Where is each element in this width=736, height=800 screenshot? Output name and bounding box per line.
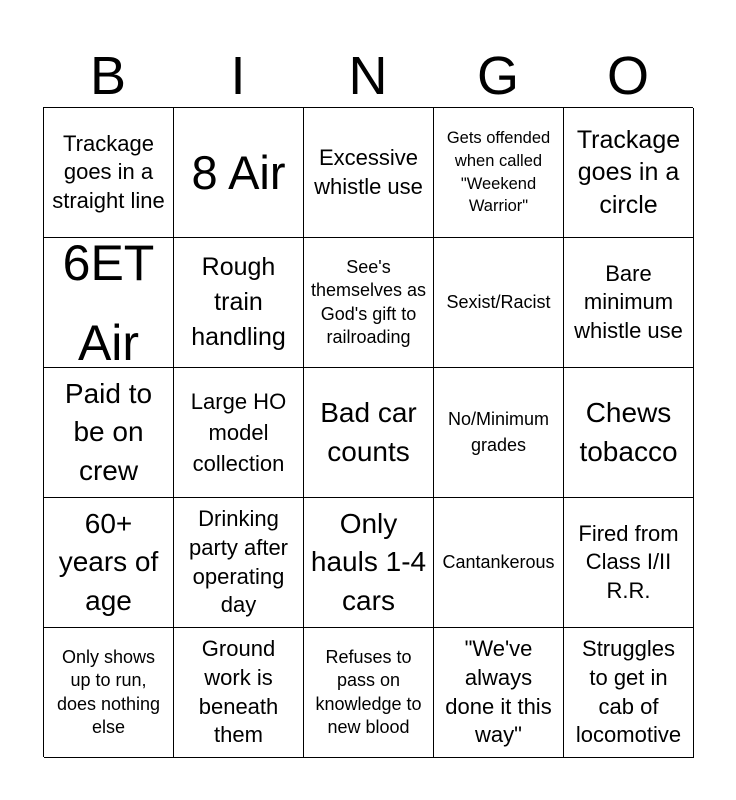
bingo-square[interactable] [564,628,694,758]
square-text: Bad car counts [320,396,417,467]
title-letter-g: G [476,46,519,106]
square-text: Rough train handling [191,253,286,351]
bingo-square[interactable] [434,108,564,238]
title-letter-n: N [348,46,388,106]
square-text: Only hauls 1-4 cars [310,507,427,616]
bingo-square[interactable] [564,498,694,628]
square-text: Drinking party after operating day [188,506,289,618]
bingo-square[interactable] [44,498,174,628]
bingo-square[interactable] [304,108,434,238]
title-letter-b: B [89,46,127,106]
bingo-square[interactable] [434,368,564,498]
bingo-square[interactable] [564,238,694,368]
square-text: Gets offended when called "Weekend Warrior" [446,128,551,216]
square-text: See's themselves as God's gift to railroading [310,257,427,347]
bingo-square[interactable] [174,108,304,238]
bingo-square[interactable] [174,498,304,628]
bingo-square[interactable] [304,498,434,628]
title-letter-i: I [230,46,246,106]
square-text: Ground work is beneath them [198,636,279,748]
bingo-title [43,44,693,108]
square-text: Cantankerous [442,551,555,572]
square-text: Trackage goes in a circle [576,125,681,219]
bingo-square[interactable] [564,108,694,238]
square-text: Trackage goes in a straight line [52,130,165,213]
bingo-square[interactable] [434,628,564,758]
square-text: Fired from Class I/II R.R. [578,520,679,603]
bingo-square[interactable] [304,368,434,498]
square-text: 6ET Air [62,238,155,368]
bingo-square[interactable] [304,238,434,368]
bingo-square[interactable] [434,238,564,368]
bingo-square[interactable] [174,628,304,758]
square-text: Sexist/Racist [446,291,551,312]
square-text: "We've always done it this way" [445,636,552,748]
square-text: Refuses to pass on knowledge to new blood [315,647,422,737]
square-text: Struggles to get in cab of locomotive [575,636,682,748]
square-text: Bare minimum whistle use [574,260,683,343]
square-text: Chews tobacco [579,396,678,467]
square-text: 8 Air [191,145,286,199]
bingo-square[interactable] [564,368,694,498]
bingo-square[interactable] [44,108,174,238]
square-text: 60+ years of age [58,507,159,616]
bingo-square[interactable] [44,368,174,498]
bingo-square[interactable] [174,238,304,368]
square-text: Only shows up to run, does nothing else [56,647,161,737]
bingo-square[interactable] [44,628,174,758]
title-letter-o: O [606,46,649,106]
square-text: Excessive whistle use [314,144,423,199]
bingo-square[interactable] [44,238,174,368]
bingo-square[interactable] [434,498,564,628]
square-text: Large HO model collection [190,388,287,477]
bingo-square[interactable] [174,368,304,498]
square-text: No/Minimum grades [447,409,549,455]
square-text: Paid to be on crew [64,377,153,486]
bingo-square[interactable] [304,628,434,758]
bingo-card [43,107,693,757]
